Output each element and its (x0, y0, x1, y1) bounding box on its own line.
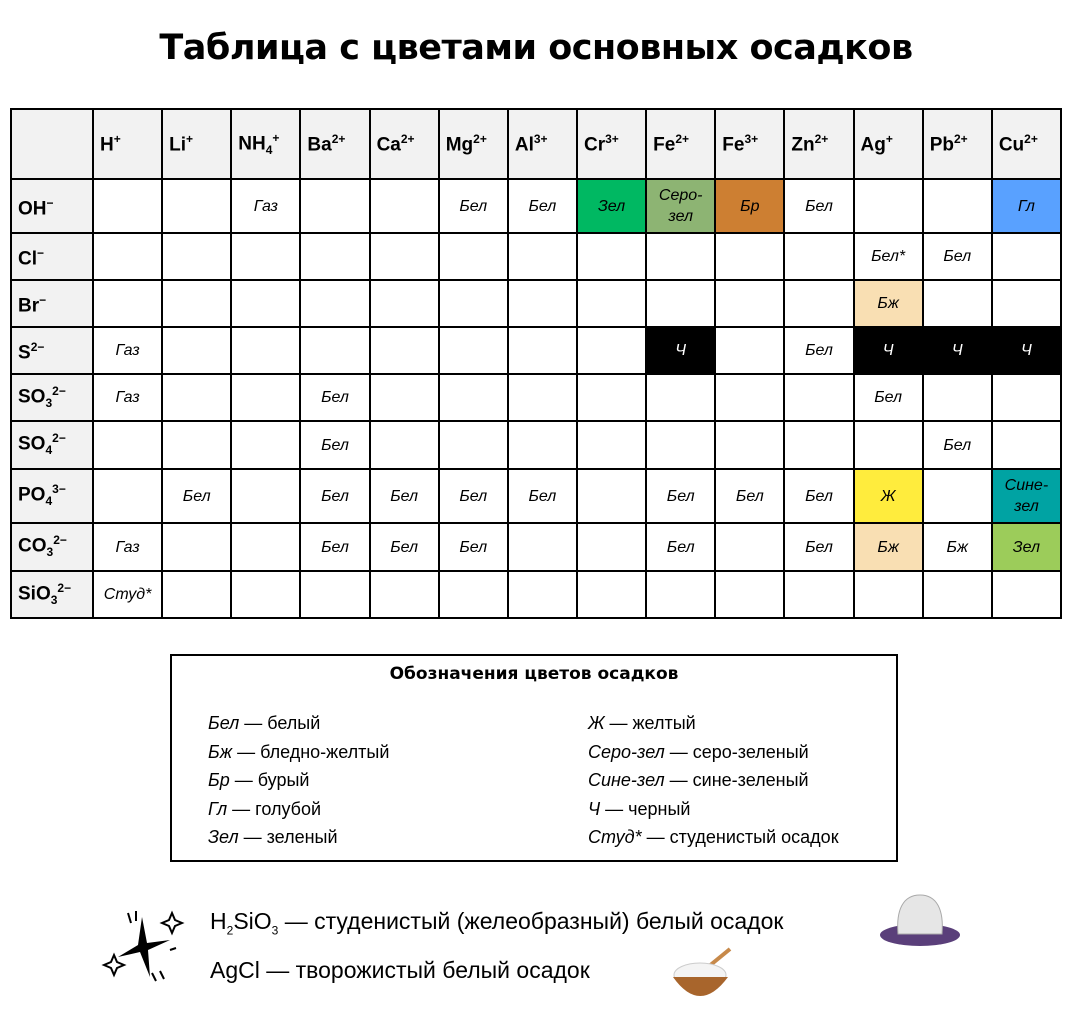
precipitate-table (10, 108, 1062, 619)
legend-item (588, 795, 839, 824)
cation-header (923, 109, 992, 179)
precipitate-cell (93, 469, 162, 523)
precipitate-cell (923, 469, 992, 523)
precipitate-cell (992, 233, 1061, 280)
precipitate-cell: Газ (93, 327, 162, 374)
precipitate-cell (93, 421, 162, 469)
precipitate-cell (439, 571, 508, 618)
precipitate-cell: Бж (923, 523, 992, 571)
table-row (11, 571, 1061, 618)
precipitate-cell: Бел (784, 469, 853, 523)
precipitate-cell: Бел (508, 469, 577, 523)
precipitate-cell (646, 571, 715, 618)
legend-item (208, 738, 389, 767)
precipitate-cell (923, 571, 992, 618)
precipitate-cell: Ж (854, 469, 923, 523)
precipitate-cell (162, 421, 231, 469)
precipitate-cell (577, 280, 646, 327)
precipitate-cell (370, 179, 439, 233)
note-agcl: AgCl — творожистый белый осадок (210, 957, 590, 983)
ion-symbol: Cu (998, 134, 1025, 156)
precipitate-cell (162, 571, 231, 618)
legend-item (588, 823, 839, 852)
jelly-icon (878, 890, 963, 950)
precipitate-cell: Газ (93, 374, 162, 421)
cation-header (370, 109, 439, 179)
precipitate-cell (784, 280, 853, 327)
precipitate-cell (162, 179, 231, 233)
legend-meaning: — бледно-желтый (232, 741, 390, 762)
precipitate-cell (300, 327, 369, 374)
precipitate-cell (508, 421, 577, 469)
anion-header (11, 233, 93, 280)
legend-meaning: — голубой (227, 798, 322, 819)
precipitate-cell (923, 179, 992, 233)
legend-title: Обозначения цветов осадков (389, 664, 679, 684)
legend-item (588, 738, 839, 767)
precipitate-cell: Бж (854, 280, 923, 327)
precipitate-cell: Бел* (854, 233, 923, 280)
legend-item (208, 709, 389, 738)
precipitate-cell: Зел (992, 523, 1061, 571)
precipitate-cell (646, 233, 715, 280)
ion-symbol: Li (169, 134, 187, 156)
ion-symbol: Zn (791, 134, 815, 156)
precipitate-cell: Серо- зел (646, 179, 715, 233)
precipitate-cell (370, 571, 439, 618)
legend-box (170, 654, 898, 862)
precipitate-cell (231, 421, 300, 469)
ion-symbol: Al (514, 134, 534, 156)
precipitate-cell (992, 280, 1061, 327)
ion-charge: 2+ (1024, 131, 1038, 146)
ion-symbol: SiO (18, 583, 51, 605)
precipitate-cell (784, 374, 853, 421)
table-row (11, 233, 1061, 280)
precipitate-cell (508, 571, 577, 618)
precipitate-cell (992, 421, 1061, 469)
legend-item (208, 795, 389, 824)
precipitate-cell: Бел (715, 469, 784, 523)
ion-charge: 3+ (744, 131, 759, 146)
precipitate-cell (577, 523, 646, 571)
precipitate-cell: Бел (439, 469, 508, 523)
precipitate-cell (577, 374, 646, 421)
ion-symbol: Br (18, 295, 40, 317)
anion-header (11, 469, 93, 523)
ion-subscript: 3 (50, 593, 58, 608)
precipitate-cell: Бел (300, 523, 369, 571)
ion-symbol: CO (18, 535, 47, 557)
ion-symbol: Fe (653, 134, 676, 156)
cation-header (646, 109, 715, 179)
legend-abbr: Студ* (588, 827, 642, 847)
ion-subscript: 3 (46, 545, 54, 560)
precipitate-cell (439, 280, 508, 327)
ion-charge: 2− (52, 431, 66, 446)
legend-abbr: Бел (208, 713, 240, 733)
legend-meaning: — студенистый осадок (641, 827, 839, 847)
cation-header (715, 109, 784, 179)
precipitate-cell (300, 179, 369, 233)
legend-abbr: Бж (208, 741, 233, 762)
precipitate-cell: Бел (370, 523, 439, 571)
legend-meaning: — серо-зеленый (664, 741, 809, 762)
anion-header (11, 571, 93, 618)
precipitate-cell (508, 374, 577, 421)
ion-subscript: 4 (45, 494, 53, 509)
precipitate-cell (439, 374, 508, 421)
legend-item (208, 766, 389, 795)
legend-meaning: — сине-зеленый (664, 770, 809, 790)
precipitate-cell (508, 233, 577, 280)
ion-symbol: Cr (583, 134, 606, 156)
ion-symbol: Ca (376, 134, 401, 156)
table-row (11, 421, 1061, 469)
precipitate-cell (992, 571, 1061, 618)
formula-part: SiO (233, 908, 272, 934)
ion-charge: 2− (30, 340, 45, 355)
corner-cell (11, 109, 93, 179)
precipitate-cell (370, 327, 439, 374)
precipitate-cell: Бел (646, 523, 715, 571)
legend-abbr: Ж (588, 713, 605, 733)
precipitate-cell (508, 327, 577, 374)
cation-header (231, 109, 300, 179)
precipitate-cell (854, 421, 923, 469)
cation-header (162, 109, 231, 179)
ion-symbol: Ba (307, 134, 332, 156)
note-h2sio3 (210, 908, 783, 938)
anion-header (11, 421, 93, 469)
table-row (11, 374, 1061, 421)
precipitate-cell: Бел (784, 179, 853, 233)
precipitate-cell (923, 280, 992, 327)
precipitate-cell (231, 327, 300, 374)
precipitate-cell: Газ (231, 179, 300, 233)
precipitate-cell (93, 179, 162, 233)
ion-symbol: SO (18, 433, 46, 455)
precipitate-cell (370, 280, 439, 327)
precipitate-cell: Бел (923, 421, 992, 469)
anion-header (11, 327, 93, 374)
anion-header (11, 179, 93, 233)
precipitate-cell (162, 233, 231, 280)
precipitate-cell (784, 421, 853, 469)
ion-symbol: Fe (722, 134, 745, 156)
legend-meaning: — зеленый (238, 827, 338, 847)
ion-symbol: Pb (929, 134, 954, 156)
precipitate-cell: Бр (715, 179, 784, 233)
ion-charge: − (37, 246, 45, 261)
precipitate-cell (715, 523, 784, 571)
precipitate-cell (715, 421, 784, 469)
precipitate-cell: Бж (854, 523, 923, 571)
ion-charge: − (39, 293, 47, 308)
anion-header (11, 374, 93, 421)
ion-subscript: 4 (265, 143, 273, 158)
precipitate-cell: Ч (646, 327, 715, 374)
ion-charge: 2− (53, 533, 67, 548)
precipitate-cell: Бел (784, 327, 853, 374)
ion-charge: + (272, 130, 280, 145)
precipitate-cell (854, 571, 923, 618)
ion-charge: − (46, 195, 54, 210)
precipitate-cell: Ч (854, 327, 923, 374)
precipitate-cell: Бел (439, 523, 508, 571)
precipitate-cell (231, 571, 300, 618)
ion-charge: 3− (52, 482, 66, 497)
precipitate-cell (439, 421, 508, 469)
precipitate-cell (646, 280, 715, 327)
precipitate-cell (923, 374, 992, 421)
precipitate-cell (508, 280, 577, 327)
precipitate-cell (300, 233, 369, 280)
precipitate-cell: Зел (577, 179, 646, 233)
legend-meaning: — бурый (229, 770, 310, 790)
page-title: Таблица с цветами основных осадков (159, 28, 913, 68)
ion-charge: + (885, 131, 893, 146)
precipitate-cell (854, 179, 923, 233)
legend-right-column (588, 709, 839, 852)
precipitate-cell: Газ (93, 523, 162, 571)
table-row (11, 280, 1061, 327)
precipitate-cell (577, 233, 646, 280)
ion-symbol: Cl (18, 248, 37, 270)
precipitate-cell: Ч (923, 327, 992, 374)
precipitate-cell: Бел (646, 469, 715, 523)
precipitate-cell: Бел (923, 233, 992, 280)
precipitate-cell: Бел (370, 469, 439, 523)
ion-subscript: 3 (45, 396, 53, 411)
precipitate-cell (162, 374, 231, 421)
ion-charge: 3+ (605, 131, 619, 146)
precipitate-cell (300, 571, 369, 618)
cation-header (784, 109, 853, 179)
legend-abbr: Ч (588, 798, 601, 819)
precipitate-cell (577, 421, 646, 469)
anion-header (11, 523, 93, 571)
legend-abbr: Сине-зел (588, 770, 665, 790)
precipitate-cell: Бел (300, 421, 369, 469)
ion-charge: + (113, 131, 121, 146)
formula-sub: 3 (271, 923, 279, 938)
precipitate-cell (992, 374, 1061, 421)
precipitate-cell (231, 374, 300, 421)
precipitate-cell: Гл (992, 179, 1061, 233)
legend-item (208, 823, 389, 852)
ion-charge: 3+ (533, 131, 548, 146)
precipitate-cell (231, 523, 300, 571)
legend-abbr: Гл (208, 798, 228, 819)
precipitate-cell (162, 280, 231, 327)
precipitate-cell (646, 374, 715, 421)
ion-charge: + (186, 131, 194, 146)
ion-charge: 2− (57, 580, 72, 595)
precipitate-cell (577, 327, 646, 374)
precipitate-cell (162, 523, 231, 571)
cottage-cheese-bowl-icon (668, 945, 738, 1007)
precipitate-cell (784, 233, 853, 280)
ion-charge: 2+ (675, 131, 689, 146)
precipitate-cell (439, 327, 508, 374)
precipitate-cell (231, 280, 300, 327)
formula-sub: 2 (226, 923, 234, 938)
ion-charge: 2+ (953, 131, 968, 146)
table-row (11, 327, 1061, 374)
precipitate-cell (231, 233, 300, 280)
ion-symbol: Mg (445, 134, 474, 156)
ion-symbol: S (18, 342, 31, 364)
precipitate-cell (93, 233, 162, 280)
table-row (11, 469, 1061, 523)
precipitate-cell: Бел (300, 469, 369, 523)
ion-symbol: SO (18, 386, 46, 408)
ion-symbol: NH (238, 133, 266, 155)
formula-part: H (210, 908, 227, 934)
legend-meaning: — белый (239, 713, 321, 733)
cation-header (508, 109, 577, 179)
precipitate-cell: Бел (300, 374, 369, 421)
precipitate-cell (715, 374, 784, 421)
precipitate-cell (370, 374, 439, 421)
legend-left-column (208, 709, 389, 852)
precipitate-cell: Бел (162, 469, 231, 523)
legend-meaning: — черный (600, 798, 691, 819)
precipitate-cell (439, 233, 508, 280)
precipitate-cell: Бел (854, 374, 923, 421)
precipitate-cell (162, 327, 231, 374)
ion-charge: 2+ (331, 131, 346, 146)
precipitate-cell (646, 421, 715, 469)
ion-symbol: Ag (860, 134, 886, 156)
cation-header (439, 109, 508, 179)
legend-item (588, 709, 839, 738)
ion-charge: 2+ (473, 131, 487, 146)
legend-meaning: — желтый (604, 713, 696, 733)
table-row (11, 523, 1061, 571)
precipitate-cell: Студ* (93, 571, 162, 618)
precipitate-cell (784, 571, 853, 618)
ion-charge: 2− (52, 383, 66, 398)
table-row (11, 179, 1061, 233)
ion-symbol: H (100, 134, 114, 156)
precipitate-cell: Ч (992, 327, 1061, 374)
header-row (11, 109, 1061, 179)
legend-item (588, 766, 839, 795)
precipitate-cell (715, 571, 784, 618)
precipitate-cell: Бел (784, 523, 853, 571)
ion-charge: 2+ (814, 131, 829, 146)
cation-header (854, 109, 923, 179)
precipitate-cell (370, 421, 439, 469)
precipitate-cell (370, 233, 439, 280)
precipitate-cell (231, 469, 300, 523)
ion-charge: 2+ (400, 131, 415, 146)
ion-subscript: 4 (45, 443, 53, 458)
ion-symbol: PO (18, 484, 46, 506)
precipitate-cell (715, 233, 784, 280)
anion-header (11, 280, 93, 327)
ion-symbol: OH (18, 198, 47, 220)
note-text: — студенистый (желеобразный) белый осадок (278, 908, 784, 934)
precipitate-cell (577, 571, 646, 618)
legend-abbr: Бр (208, 770, 230, 790)
cation-header (300, 109, 369, 179)
precipitate-cell (715, 327, 784, 374)
precipitate-cell (300, 280, 369, 327)
cation-header (577, 109, 646, 179)
precipitate-cell: Бел (508, 179, 577, 233)
precipitate-cell: Сине- зел (992, 469, 1061, 523)
precipitate-cell (715, 280, 784, 327)
precipitate-cell: Бел (439, 179, 508, 233)
sparkle-icon (100, 905, 185, 985)
precipitate-cell (577, 469, 646, 523)
precipitate-cell (93, 280, 162, 327)
precipitate-cell (508, 523, 577, 571)
cation-header (93, 109, 162, 179)
legend-abbr: Зел (208, 827, 239, 847)
legend-abbr: Серо-зел (588, 741, 665, 762)
cation-header (992, 109, 1061, 179)
